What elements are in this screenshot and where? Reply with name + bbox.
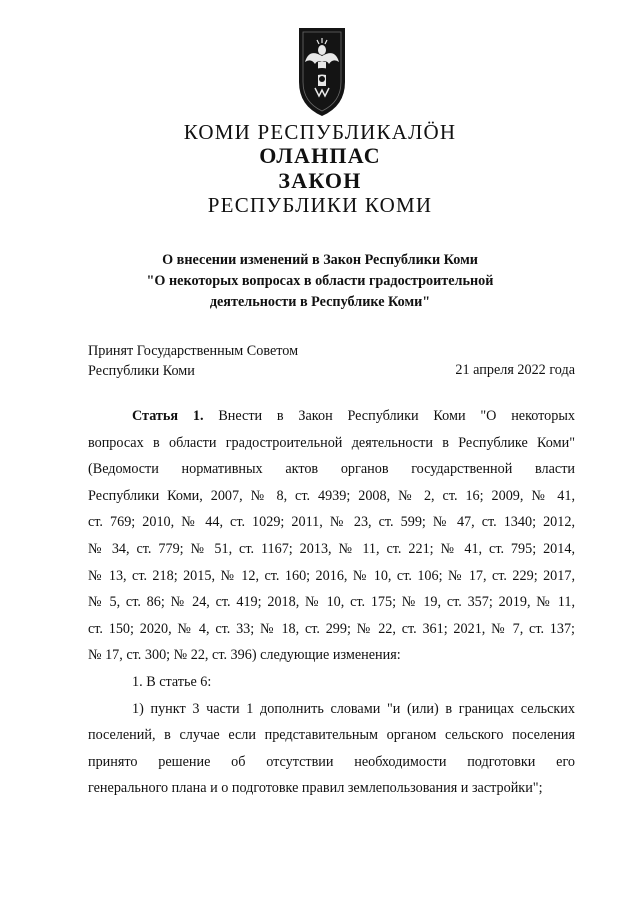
article-1-line: № 17, ст. 300; № 22, ст. 396) следующие изменения:: [88, 647, 401, 664]
article-1-line: ст. 150; 2020, № 4, ст. 33; № 18, ст. 299; № 22, ст. 361; 2021, № 7, ст. 137;: [88, 620, 575, 637]
komi-coat-of-arms-emblem: [297, 26, 347, 118]
article-1-line: № 5, ст. 86; № 24, ст. 419; 2018, № 10, ст. 175; № 19, ст. 357; 2019, № 11,: [88, 594, 575, 611]
subitem-1-first-line: 1) пункт 3 части 1 дополнить словами "и (или) в границах сельских: [132, 700, 575, 717]
article-1-line: № 13, ст. 218; 2015, № 12, ст. 160; 2016, № 10, ст. 106; № 17, ст. 229; 2017,: [88, 567, 575, 584]
law-title: [0, 250, 640, 313]
article-1-line: (Ведомости нормативных актов органов государственной власти: [88, 461, 575, 478]
article-1-line: Республики Коми, 2007, № 8, ст. 4939; 2008, № 2, ст. 16; 2009, № 41,: [88, 487, 575, 504]
header-republic-komi: РЕСПУБЛИКИ КОМИ: [207, 193, 433, 217]
article-1-label: Статья 1.: [132, 408, 204, 424]
article-1-line: вопросах в области градостроительной деятельности в Республике Коми": [88, 434, 575, 451]
article-1-first-line: [88, 403, 575, 430]
item-1-heading: 1. В статье 6:: [132, 673, 212, 690]
subitem-1-line: генерального плана и о подготовке правил землепользования и застройки";: [88, 780, 543, 797]
adoption-date: 21 апреля 2022 года: [455, 362, 575, 378]
adoption-authority-line: Принят Государственным Советом: [88, 343, 299, 359]
subitem-1-line: принято решение об отсутствии необходимости подготовки его: [88, 753, 575, 770]
law-title-line: О внесении изменений в Закон Республики Коми: [162, 252, 478, 268]
article-1-line: ст. 769; 2010, № 44, ст. 1029; 2011, № 23, ст. 599; № 47, ст. 1340; 2012,: [88, 514, 575, 531]
header-zakon: ЗАКОН: [278, 168, 362, 193]
law-title-line: деятельности в Республике Коми": [209, 294, 431, 310]
article-1-intro: Внести в Закон Республики Коми "О некоторых: [218, 408, 575, 424]
header-komi-republic-komi-language: КОМИ РЕСПУБЛИКАЛӦН: [183, 120, 457, 144]
article-1-line: № 34, ст. 779; № 51, ст. 1167; 2013, № 11, ст. 221; № 41, ст. 795; 2014,: [88, 540, 575, 557]
adoption-authority: [88, 341, 298, 381]
header-olanpas: ОЛАНПАС: [259, 143, 381, 168]
subitem-1-line: поселений, в случае если представительным органом сельского поселения: [88, 727, 575, 744]
article-1-body: [88, 403, 575, 802]
adoption-authority-line: Республики Коми: [88, 363, 195, 379]
law-title-line: "О некоторых вопросах в области градостроительной: [146, 273, 494, 289]
